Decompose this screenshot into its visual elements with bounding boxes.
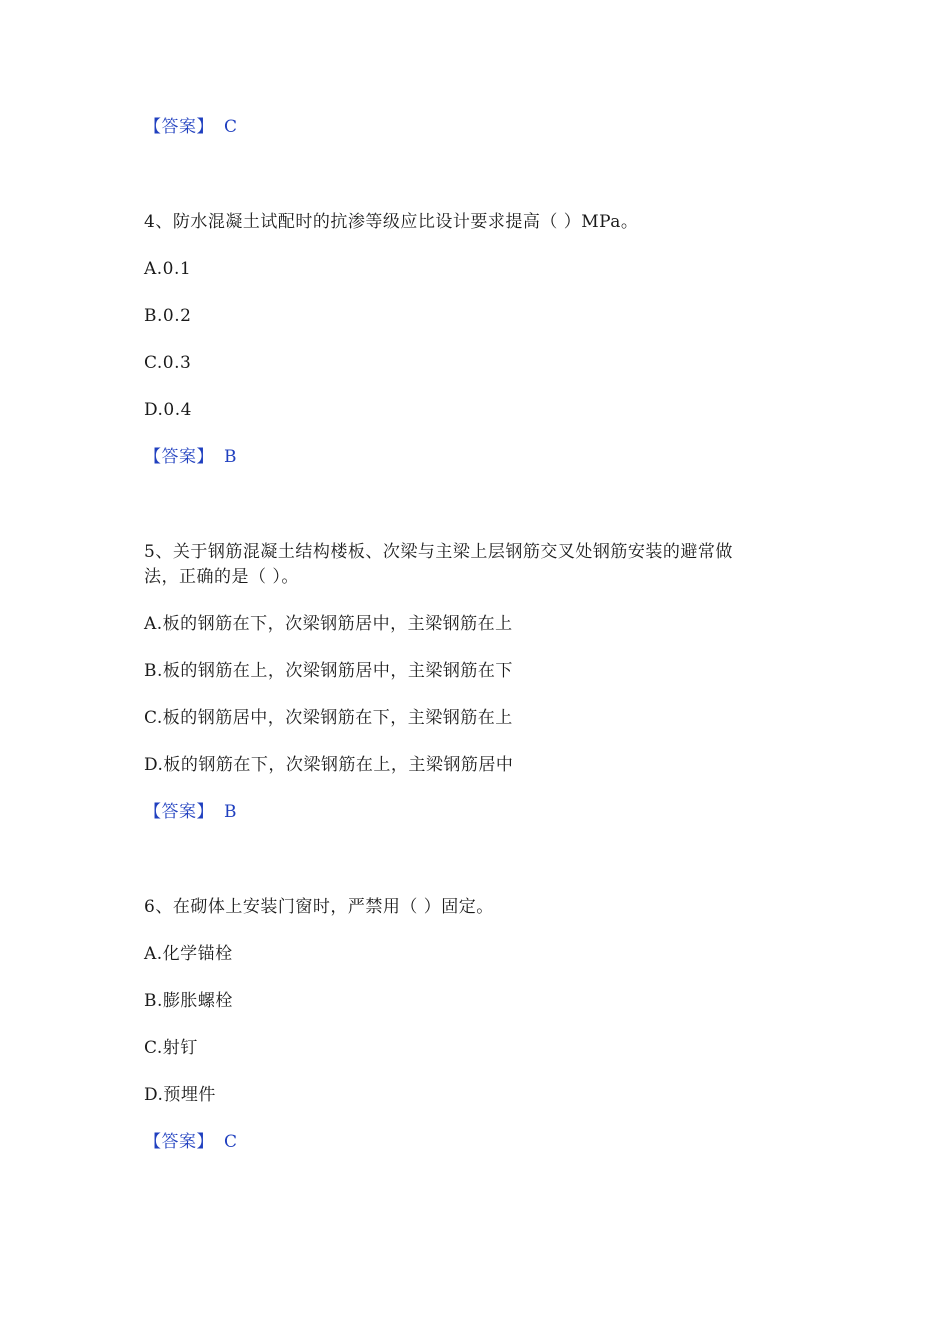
option-a: A.板的钢筋在下，次梁钢筋居中，主梁钢筋在上 (144, 614, 513, 634)
answer-label: 【答案】 (144, 117, 214, 137)
question-text-line-2: 法，正确的是（ ）。 (144, 567, 299, 587)
answer-label: 【答案】 (144, 447, 214, 467)
answer-line (144, 446, 237, 468)
answer-value: B (224, 802, 237, 822)
option-b: B.膨胀螺栓 (144, 991, 233, 1011)
answer-line (144, 1131, 238, 1153)
option-c: C.射钉 (144, 1038, 198, 1058)
answer-line (144, 116, 238, 138)
answer-label: 【答案】 (144, 802, 214, 822)
answer-line (144, 801, 237, 823)
answer-value: C (224, 117, 238, 137)
answer-label: 【答案】 (144, 1132, 214, 1152)
option-d: D.预埋件 (144, 1085, 216, 1105)
question-text: 6、在砌体上安装门窗时，严禁用（ ）固定。 (144, 897, 494, 917)
option-a: A.化学锚栓 (144, 944, 233, 964)
option-c: C.0.3 (144, 353, 192, 373)
option-c: C.板的钢筋居中，次梁钢筋在下，主梁钢筋在上 (144, 708, 513, 728)
question-text: 4、防水混凝土试配时的抗渗等级应比设计要求提高（ ）MPa。 (144, 212, 639, 232)
question-text-line-1: 5、关于钢筋混凝土结构楼板、次梁与主梁上层钢筋交叉处钢筋安装的避常做 (144, 542, 733, 562)
option-a: A.0.1 (144, 259, 192, 279)
answer-value: C (224, 1132, 238, 1152)
answer-value: B (224, 447, 237, 467)
option-d: D.0.4 (144, 400, 192, 420)
option-d: D.板的钢筋在下，次梁钢筋在上，主梁钢筋居中 (144, 755, 514, 775)
option-b: B.0.2 (144, 306, 192, 326)
option-b: B.板的钢筋在上，次梁钢筋居中，主梁钢筋在下 (144, 661, 513, 681)
